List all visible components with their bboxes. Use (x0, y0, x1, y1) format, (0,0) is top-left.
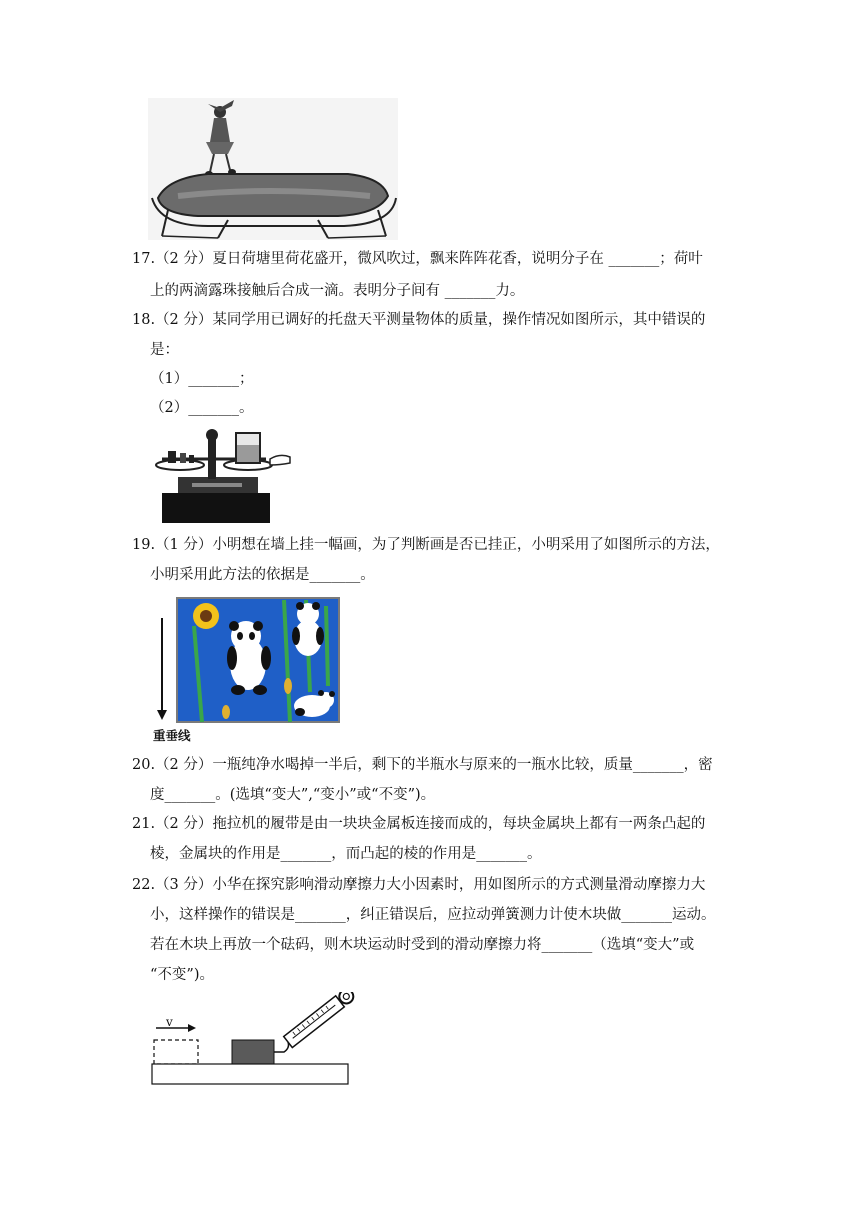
velocity-label: v (166, 1015, 173, 1029)
trampoline-figure (148, 98, 398, 240)
q21-line-2: 棱，金属块的作用是_______，而凸起的棱的作用是_______。 (150, 846, 542, 862)
q22-line-4: “不变”)。 (150, 967, 214, 983)
balance-figure (152, 425, 292, 523)
q18-line-1: 18.（2 分）某同学用已调好的托盘天平测量物体的质量，操作情况如图所示，其中错误的 (132, 312, 706, 328)
q17-line-2: 上的两滴露珠接触后合成一滴。表明分子间有 _______力。 (150, 283, 525, 299)
q17-line-1: 17.（2 分）夏日荷塘里荷花盛开，微风吹过，飘来阵阵花香，说明分子在 _______；荷叶 (132, 251, 703, 267)
q20-line-1: 20.（2 分）一瓶纯净水喝掉一半后，剩下的半瓶水与原来的一瓶水比较，质量_______，密 (132, 757, 713, 773)
q18-item-2: （2）_______。 (150, 400, 254, 416)
q18-item-1: （1）_______； (150, 371, 254, 387)
q20-line-2: 度_______。(选填“变大”,“变小”或“不变”)。 (150, 787, 436, 803)
plumb-line-label: 重垂线 (153, 728, 191, 743)
q19-line-2: 小明采用此方法的依据是_______。 (150, 567, 375, 583)
q22-line-3: 若在木块上再放一个砝码，则木块运动时受到的滑动摩擦力将_______（选填“变大”或 (150, 937, 695, 953)
q22-line-1: 22.（3 分）小华在探究影响滑动摩擦力大小因素时，用如图所示的方式测量滑动摩擦力大 (132, 877, 706, 893)
q22-line-2: 小，这样操作的错误是_______，纠正错误后，应拉动弹簧测力计使木块做_______运动。 (150, 907, 716, 923)
q19-line-1: 19.（1 分）小明想在墙上挂一幅画，为了判断画是否已挂正，小明采用了如图所示的方法， (132, 537, 720, 553)
panda-painting-figure (150, 596, 350, 730)
friction-figure (150, 992, 365, 1088)
q21-line-1: 21.（2 分）拖拉机的履带是由一块块金属板连接而成的，每块金属块上都有一两条凸起的 (132, 816, 706, 832)
q18-line-2: 是： (150, 342, 179, 358)
